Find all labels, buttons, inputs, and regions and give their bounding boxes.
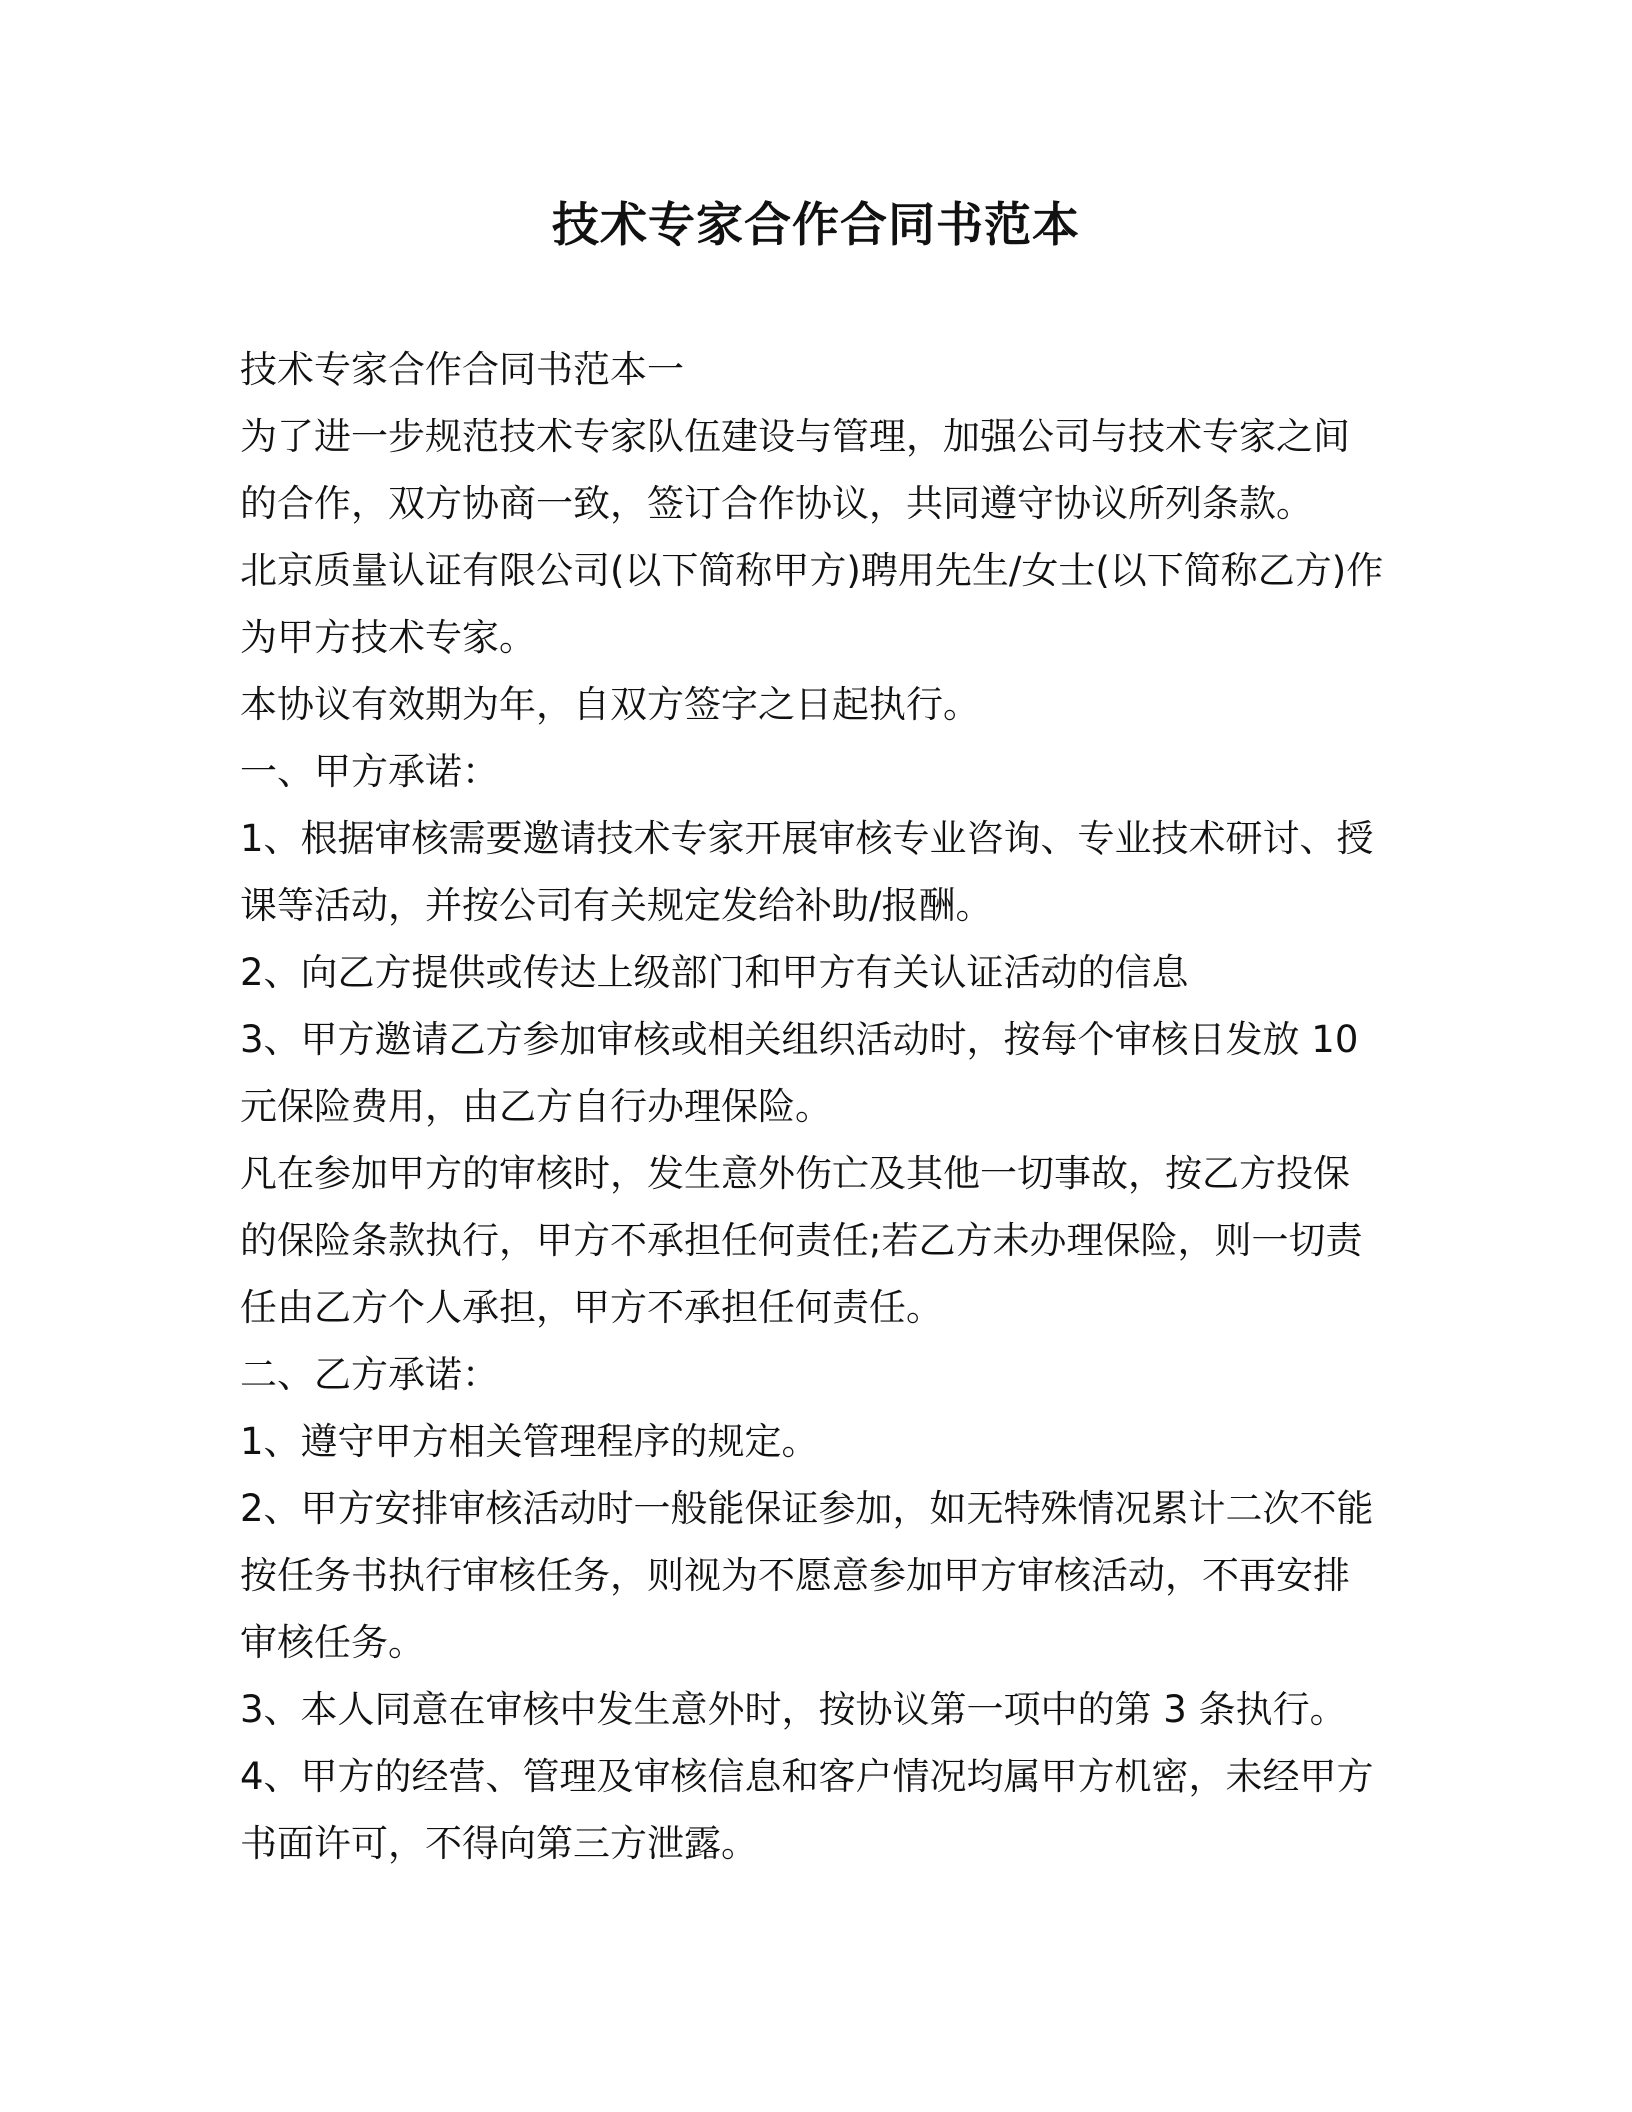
text-line: 1、遵守甲方相关管理程序的规定。 — [240, 1420, 819, 1463]
text-line: 按任务书执行审核任务，则视为不愿意参加甲方审核活动，不再安排 — [240, 1554, 1350, 1597]
text-line: 4、甲方的经营、管理及审核信息和客户情况均属甲方机密，未经甲方 — [240, 1755, 1374, 1798]
text-line: 2、向乙方提供或传达上级部门和甲方有关认证活动的信息 — [240, 951, 1189, 994]
text-line: 任由乙方个人承担，甲方不承担任何责任。 — [240, 1286, 943, 1329]
text-line: 的保险条款执行，甲方不承担任何责任;若乙方未办理保险，则一切责 — [240, 1219, 1363, 1262]
text-line: 本协议有效期为年，自双方签字之日起执行。 — [240, 683, 980, 726]
document-title: 技术专家合作合同书范本 — [552, 198, 1080, 253]
text-line: 审核任务。 — [240, 1621, 425, 1664]
text-line: 为了进一步规范技术专家队伍建设与管理，加强公司与技术专家之间 — [240, 415, 1350, 458]
text-line: 2、甲方安排审核活动时一般能保证参加，如无特殊情况累计二次不能 — [240, 1487, 1374, 1530]
text-line: 凡在参加甲方的审核时，发生意外伤亡及其他一切事故，按乙方投保 — [240, 1152, 1350, 1195]
subtitle-line: 技术专家合作合同书范本一 — [240, 348, 684, 391]
text-line: 为甲方技术专家。 — [240, 616, 536, 659]
document-body — [240, 336, 1400, 1877]
text-line: 1、根据审核需要邀请技术专家开展审核专业咨询、专业技术研讨、授 — [240, 817, 1374, 860]
text-line: 书面许可，不得向第三方泄露。 — [240, 1822, 758, 1865]
text-line: 的合作，双方协商一致，签订合作协议，共同遵守协议所列条款。 — [240, 482, 1313, 525]
section-heading: 一、甲方承诺： — [240, 750, 499, 793]
text-line: 课等活动，并按公司有关规定发给补助/报酬。 — [240, 884, 993, 927]
text-line: 3、甲方邀请乙方参加审核或相关组织活动时，按每个审核日发放 10 — [240, 1018, 1359, 1061]
text-line: 3、本人同意在审核中发生意外时，按协议第一项中的第 3 条执行。 — [240, 1688, 1347, 1731]
text-line: 元保险费用，由乙方自行办理保险。 — [240, 1085, 832, 1128]
text-line: 北京质量认证有限公司(以下简称甲方)聘用先生/女士(以下简称乙方)作 — [240, 549, 1384, 592]
section-heading: 二、乙方承诺： — [240, 1353, 499, 1396]
